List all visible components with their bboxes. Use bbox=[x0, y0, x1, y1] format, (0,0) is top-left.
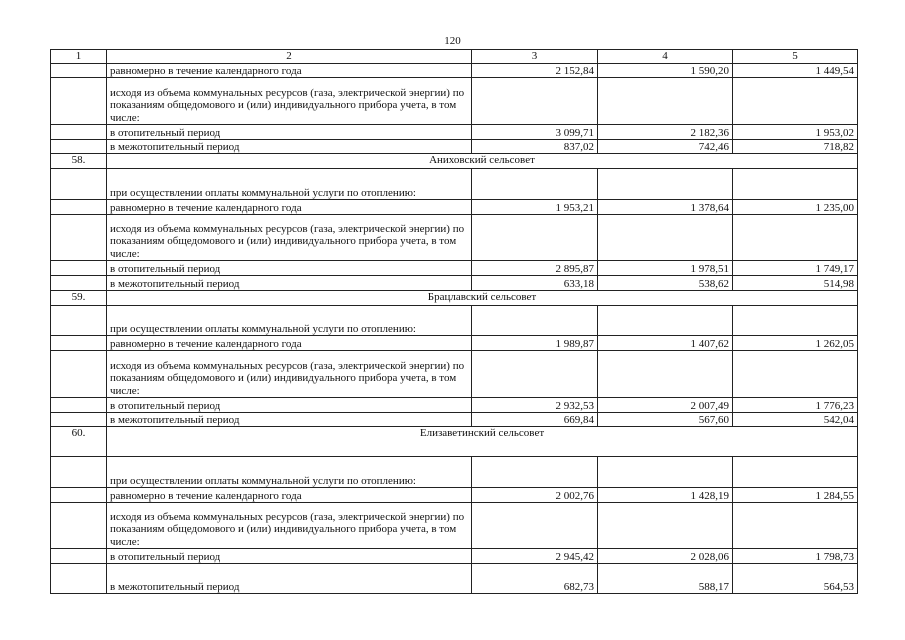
tariff-table bbox=[50, 49, 858, 594]
value-col-3 bbox=[472, 457, 598, 488]
row-number bbox=[51, 336, 107, 351]
value-col-5 bbox=[733, 306, 858, 336]
value-col-3 bbox=[472, 169, 598, 200]
value-col-5 bbox=[733, 169, 858, 200]
table-row bbox=[51, 488, 858, 503]
table-header-row bbox=[51, 50, 858, 64]
value-col-4: 2 007,49 bbox=[598, 398, 733, 413]
value-col-4: 2 182,36 bbox=[598, 125, 733, 140]
table-row bbox=[51, 336, 858, 351]
value-col-5 bbox=[733, 457, 858, 488]
value-col-4 bbox=[598, 351, 733, 398]
row-number bbox=[51, 503, 107, 549]
value-col-3: 682,73 bbox=[472, 564, 598, 594]
row-number bbox=[51, 457, 107, 488]
table-row bbox=[51, 351, 858, 398]
row-label: в межотопительный период bbox=[107, 140, 472, 154]
row-label: исходя из объема коммунальных ресурсов (газа, электрической энергии) по показаниям общедомового и (или) индивидуального прибора учета, в том числе: bbox=[107, 78, 472, 125]
table-row bbox=[51, 413, 858, 427]
value-col-4: 567,60 bbox=[598, 413, 733, 427]
value-col-5: 718,82 bbox=[733, 140, 858, 154]
header-col-2: 2 bbox=[107, 50, 472, 64]
value-col-5 bbox=[733, 215, 858, 261]
value-col-5: 1 262,05 bbox=[733, 336, 858, 351]
row-label: исходя из объема коммунальных ресурсов (газа, электрической энергии) по показаниям общедомового и (или) индивидуального прибора учета, в том числе: bbox=[107, 215, 472, 261]
value-col-4: 1 378,64 bbox=[598, 200, 733, 215]
row-number: 59. bbox=[51, 291, 107, 306]
header-col-1: 1 bbox=[51, 50, 107, 64]
value-col-3: 2 932,53 bbox=[472, 398, 598, 413]
row-number bbox=[51, 169, 107, 200]
header-col-4: 4 bbox=[598, 50, 733, 64]
header-col-5: 5 bbox=[733, 50, 858, 64]
value-col-4 bbox=[598, 78, 733, 125]
value-col-3: 633,18 bbox=[472, 276, 598, 291]
table-row bbox=[51, 457, 858, 488]
row-number bbox=[51, 125, 107, 140]
table-row bbox=[51, 276, 858, 291]
value-col-5 bbox=[733, 78, 858, 125]
value-col-4: 1 428,19 bbox=[598, 488, 733, 503]
row-label: равномерно в течение календарного года bbox=[107, 200, 472, 215]
row-number bbox=[51, 488, 107, 503]
table-row bbox=[51, 261, 858, 276]
row-number bbox=[51, 78, 107, 125]
value-col-3: 1 989,87 bbox=[472, 336, 598, 351]
value-col-3: 2 945,42 bbox=[472, 549, 598, 564]
value-col-4: 742,46 bbox=[598, 140, 733, 154]
table-row bbox=[51, 549, 858, 564]
value-col-3 bbox=[472, 503, 598, 549]
row-label: исходя из объема коммунальных ресурсов (газа, электрической энергии) по показаниям общедомового и (или) индивидуального прибора учета, в том числе: bbox=[107, 503, 472, 549]
value-col-3 bbox=[472, 306, 598, 336]
row-number bbox=[51, 306, 107, 336]
row-label: в отопительный период bbox=[107, 549, 472, 564]
value-col-4 bbox=[598, 215, 733, 261]
table-row bbox=[51, 215, 858, 261]
row-number bbox=[51, 64, 107, 78]
table-row bbox=[51, 306, 858, 336]
section-name: Аниховский сельсовет bbox=[107, 154, 858, 169]
header-col-3: 3 bbox=[472, 50, 598, 64]
value-col-4: 588,17 bbox=[598, 564, 733, 594]
row-label: в отопительный период bbox=[107, 261, 472, 276]
row-number bbox=[51, 564, 107, 594]
value-col-4: 1 978,51 bbox=[598, 261, 733, 276]
value-col-4: 1 590,20 bbox=[598, 64, 733, 78]
row-label: при осуществлении оплаты коммунальной услуги по отоплению: bbox=[107, 306, 472, 336]
table-row bbox=[51, 503, 858, 549]
table-row bbox=[51, 78, 858, 125]
row-label: в межотопительный период bbox=[107, 276, 472, 291]
row-number bbox=[51, 413, 107, 427]
table-row bbox=[51, 125, 858, 140]
row-label: равномерно в течение календарного года bbox=[107, 336, 472, 351]
row-number bbox=[51, 549, 107, 564]
table-row bbox=[51, 64, 858, 78]
row-label: равномерно в течение календарного года bbox=[107, 64, 472, 78]
row-label: в межотопительный период bbox=[107, 564, 472, 594]
row-label: равномерно в течение календарного года bbox=[107, 488, 472, 503]
section-name: Брацлавский сельсовет bbox=[107, 291, 858, 306]
row-number: 58. bbox=[51, 154, 107, 169]
value-col-5 bbox=[733, 503, 858, 549]
row-number bbox=[51, 398, 107, 413]
value-col-5: 564,53 bbox=[733, 564, 858, 594]
section-row bbox=[51, 427, 858, 457]
value-col-3 bbox=[472, 215, 598, 261]
row-number: 60. bbox=[51, 427, 107, 457]
section-name: Елизаветинский сельсовет bbox=[107, 427, 858, 457]
value-col-3 bbox=[472, 351, 598, 398]
value-col-5: 1 449,54 bbox=[733, 64, 858, 78]
row-label: исходя из объема коммунальных ресурсов (газа, электрической энергии) по показаниям общедомового и (или) индивидуального прибора учета, в том числе: bbox=[107, 351, 472, 398]
section-row bbox=[51, 291, 858, 306]
value-col-3: 837,02 bbox=[472, 140, 598, 154]
table-row bbox=[51, 169, 858, 200]
section-row bbox=[51, 154, 858, 169]
value-col-3 bbox=[472, 78, 598, 125]
row-number bbox=[51, 261, 107, 276]
value-col-4 bbox=[598, 306, 733, 336]
value-col-5: 1 749,17 bbox=[733, 261, 858, 276]
value-col-3: 1 953,21 bbox=[472, 200, 598, 215]
value-col-5: 514,98 bbox=[733, 276, 858, 291]
value-col-4: 2 028,06 bbox=[598, 549, 733, 564]
value-col-3: 3 099,71 bbox=[472, 125, 598, 140]
value-col-3: 2 895,87 bbox=[472, 261, 598, 276]
table-row bbox=[51, 564, 858, 594]
row-number bbox=[51, 200, 107, 215]
row-label: при осуществлении оплаты коммунальной услуги по отоплению: bbox=[107, 169, 472, 200]
value-col-3: 669,84 bbox=[472, 413, 598, 427]
value-col-3: 2 002,76 bbox=[472, 488, 598, 503]
value-col-4: 1 407,62 bbox=[598, 336, 733, 351]
table-row bbox=[51, 398, 858, 413]
table-row bbox=[51, 140, 858, 154]
value-col-4: 538,62 bbox=[598, 276, 733, 291]
table-row bbox=[51, 200, 858, 215]
value-col-4 bbox=[598, 457, 733, 488]
value-col-5: 1 235,00 bbox=[733, 200, 858, 215]
value-col-5: 1 798,73 bbox=[733, 549, 858, 564]
row-number bbox=[51, 276, 107, 291]
value-col-5 bbox=[733, 351, 858, 398]
value-col-4 bbox=[598, 503, 733, 549]
row-label: при осуществлении оплаты коммунальной услуги по отоплению: bbox=[107, 457, 472, 488]
row-label: в межотопительный период bbox=[107, 413, 472, 427]
value-col-5: 542,04 bbox=[733, 413, 858, 427]
page-number: 120 bbox=[444, 35, 461, 47]
value-col-5: 1 953,02 bbox=[733, 125, 858, 140]
row-number bbox=[51, 351, 107, 398]
row-number bbox=[51, 215, 107, 261]
row-label: в отопительный период bbox=[107, 125, 472, 140]
value-col-5: 1 776,23 bbox=[733, 398, 858, 413]
row-label: в отопительный период bbox=[107, 398, 472, 413]
value-col-3: 2 152,84 bbox=[472, 64, 598, 78]
row-number bbox=[51, 140, 107, 154]
value-col-4 bbox=[598, 169, 733, 200]
value-col-5: 1 284,55 bbox=[733, 488, 858, 503]
